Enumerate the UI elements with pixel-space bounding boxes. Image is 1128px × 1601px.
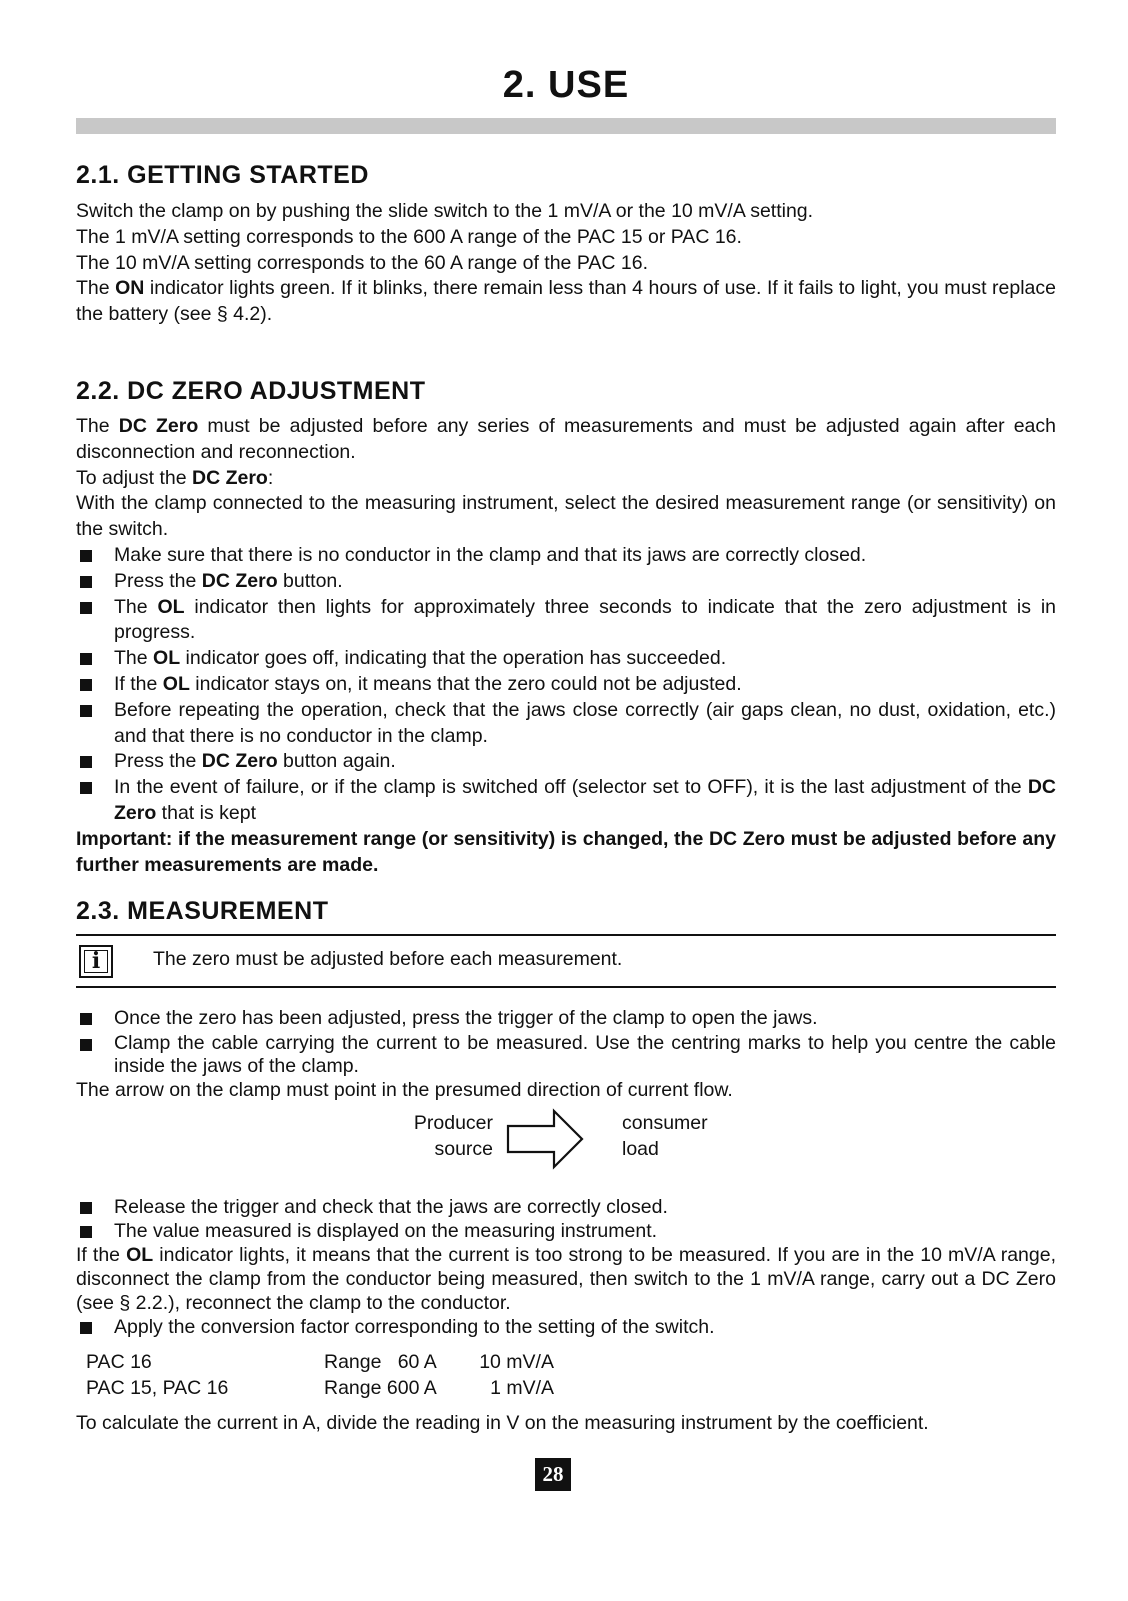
conversion-table (86, 1349, 554, 1401)
section-heading: 2.2. DC ZERO ADJUSTMENT (76, 377, 426, 405)
square-bullet-icon (80, 705, 92, 717)
square-bullet-icon (80, 1039, 92, 1051)
list-item: Press the DC Zero button. (76, 569, 1056, 595)
flow-producer-label: Producer (413, 1111, 493, 1134)
table-cell: PAC 15, PAC 16 (86, 1376, 229, 1399)
section-heading: 2.3. MEASUREMENT (76, 897, 329, 925)
page-number: 28 (535, 1458, 571, 1491)
flow-consumer-label: consumer (622, 1111, 708, 1134)
section-dc-zero (76, 377, 1056, 878)
square-bullet-icon (80, 1202, 92, 1214)
table-cell: Range 60 A (324, 1350, 437, 1373)
paragraph: The 10 mV/A setting corresponds to the 60 A range of the PAC 16. (76, 251, 648, 274)
list-item: Clamp the cable carrying the current to be measured. Use the centring marks to help you centre the cable inside the jaws of the clamp. (76, 1032, 1056, 1078)
paragraph: The DC Zero must be adjusted before any series of measurements and must be adjusted again after each disconnection and reconnection. (76, 415, 1056, 463)
paragraph: Switch the clamp on by pushing the slide switch to the 1 mV/A or the 10 mV/A setting. (76, 200, 814, 222)
list-item: Make sure that there is no conductor in the clamp and that its jaws are correctly closed. (76, 543, 1056, 569)
paragraph: To adjust the DC Zero: (76, 466, 274, 489)
flow-source-label: source (434, 1137, 493, 1160)
table-cell: Range 600 A (324, 1376, 437, 1399)
square-bullet-icon (80, 756, 92, 768)
section-heading: 2.1. GETTING STARTED (76, 161, 369, 189)
title-underline-bar (76, 118, 1056, 134)
right-arrow-icon (506, 1108, 586, 1170)
important-note: Important: if the measurement range (or sensitivity) is changed, the DC Zero must be adjusted before any further measurements are made. (76, 827, 1056, 876)
table-row (86, 1375, 554, 1401)
square-bullet-icon (80, 653, 92, 665)
square-bullet-icon (80, 1226, 92, 1238)
list-item: Press the DC Zero button again. (76, 749, 1056, 775)
section-getting-started (76, 161, 1056, 328)
table-row (86, 1349, 554, 1375)
current-flow-diagram (76, 1110, 1056, 1180)
square-bullet-icon (80, 1322, 92, 1334)
square-bullet-icon (80, 576, 92, 588)
paragraph: To calculate the current in A, divide the reading in V on the measuring instrument by the coefficient. (76, 1411, 929, 1434)
table-cell: PAC 16 (86, 1350, 152, 1373)
list-item: The value measured is displayed on the measuring instrument. (76, 1219, 1056, 1243)
square-bullet-icon (80, 1013, 92, 1025)
list-item: The OL indicator goes off, indicating that the operation has succeeded. (76, 646, 1056, 672)
list-item: If the OL indicator stays on, it means that the zero could not be adjusted. (76, 672, 1056, 698)
table-cell: 10 mV/A (479, 1350, 554, 1373)
paragraph: The ON indicator lights green. If it blinks, there remain less than 4 hours of use. If it fails to light, you must replace the battery (see § 4.2). (76, 277, 1056, 326)
paragraph: The arrow on the clamp must point in the presumed direction of current flow. (76, 1078, 733, 1101)
info-icon: i (79, 945, 113, 978)
paragraph: If the OL indicator lights, it means that the current is too strong to be measured. If you are in the 10 mV/A range, disconnect the clamp from the conductor being measured, then switch to the 1 mV/A range, carry out a DC Zero (see § 2.2.), reconnect the clamp to the conductor. (76, 1243, 1057, 1314)
section-measurement (76, 897, 1056, 1436)
list-item: The OL indicator then lights for approximately three seconds to indicate that the zero adjustment is in progress. (76, 595, 1056, 647)
paragraph: With the clamp connected to the measuring instrument, select the desired measurement range (or sensitivity) on the switch. (76, 492, 1056, 541)
list-item: In the event of failure, or if the clamp is switched off (selector set to OFF), it is the last adjustment of the DC Zero that is kept (76, 775, 1056, 827)
paragraph: The 1 mV/A setting corresponds to the 600 A range of the PAC 15 or PAC 16. (76, 225, 742, 248)
list-item: Apply the conversion factor corresponding to the setting of the switch. (76, 1315, 1056, 1339)
info-note (76, 934, 1056, 988)
flow-load-label: load (622, 1137, 659, 1160)
square-bullet-icon (80, 782, 92, 794)
table-cell: 1 mV/A (490, 1376, 554, 1399)
square-bullet-icon (80, 679, 92, 691)
list-item: Once the zero has been adjusted, press the trigger of the clamp to open the jaws. (76, 1006, 1056, 1032)
page-title: 2. USE (502, 64, 630, 106)
list-item: Release the trigger and check that the jaws are correctly closed. (76, 1195, 1056, 1219)
list-item: Before repeating the operation, check that the jaws close correctly (air gaps clean, no dust, oxidation, etc.) and that there is no conductor in the clamp. (76, 698, 1056, 750)
note-text: The zero must be adjusted before each measurement. (153, 948, 623, 970)
square-bullet-icon (80, 602, 92, 614)
square-bullet-icon (80, 550, 92, 562)
